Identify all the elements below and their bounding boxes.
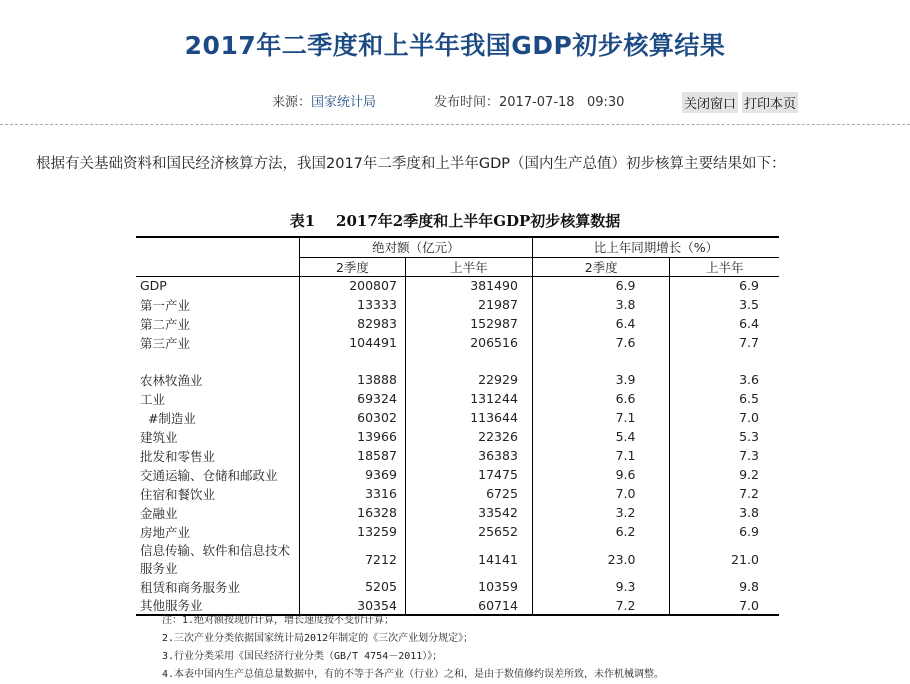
row-value: 10359 xyxy=(405,577,532,596)
source-label: 来源： xyxy=(272,95,312,110)
row-value: 6.9 xyxy=(532,276,670,295)
row-value: 21.0 xyxy=(670,541,779,577)
row-label: 其他服务业 xyxy=(136,596,299,615)
row-value: 7.1 xyxy=(532,446,670,465)
row-value: 13333 xyxy=(299,295,405,314)
note-1: 注：1.绝对额按现价计算，增长速度按不变价计算； xyxy=(162,615,395,626)
row-value: 3.5 xyxy=(670,295,779,314)
row-value: 104491 xyxy=(299,333,405,352)
row-value: 69324 xyxy=(299,389,405,408)
row-label: 农林牧渔业 xyxy=(140,372,203,388)
row-value: 3.8 xyxy=(670,503,779,522)
row-value: 9.6 xyxy=(532,465,670,484)
row-value: 6.9 xyxy=(670,522,779,541)
row-value: 22929 xyxy=(405,370,532,389)
row-value: 7.0 xyxy=(532,484,670,503)
row-label: 信息传输、软件和信息技术服务业 xyxy=(140,543,291,576)
row-value: 23.0 xyxy=(532,541,670,577)
row-value: 131244 xyxy=(405,389,532,408)
table-row xyxy=(136,408,779,427)
table-row xyxy=(136,446,779,465)
row-label: 金融业 xyxy=(140,505,178,521)
row-value: 30354 xyxy=(299,596,405,615)
row-value: 7.0 xyxy=(670,408,779,427)
row-value: 9.8 xyxy=(670,577,779,596)
row-value: 7.0 xyxy=(670,596,779,615)
row-value: 113644 xyxy=(405,408,532,427)
row-value: 60302 xyxy=(299,408,405,427)
row-value: 3.8 xyxy=(532,295,670,314)
row-value: 33542 xyxy=(405,503,532,522)
row-value: 200807 xyxy=(299,276,405,295)
table-row xyxy=(136,333,779,352)
table-row xyxy=(136,427,779,446)
row-label: 住宿和餐饮业 xyxy=(140,486,216,502)
row-value: 3.9 xyxy=(532,370,670,389)
note-3: 3.行业分类采用《国民经济行业分类（GB/T 4754－2011）》； xyxy=(162,651,443,662)
row-value: 7212 xyxy=(299,541,405,577)
row-value: 6.4 xyxy=(670,314,779,333)
header-group-growth: 比上年同期增长（%） xyxy=(532,237,779,257)
source-meta xyxy=(272,91,376,110)
row-value: 9.3 xyxy=(532,577,670,596)
table-row xyxy=(136,577,779,596)
row-value: 60714 xyxy=(405,596,532,615)
row-value: 7.2 xyxy=(670,484,779,503)
row-value: 152987 xyxy=(405,314,532,333)
note-4: 4.本表中国内生产总值总量数据中，有的不等于各产业（行业）之和，是由于数值修约误差所致，未作机械调整。 xyxy=(162,669,665,680)
row-value: 206516 xyxy=(405,333,532,352)
table-row xyxy=(136,295,779,314)
row-label: #制造业 xyxy=(140,410,196,426)
row-value: 7.6 xyxy=(532,333,670,352)
table-row xyxy=(136,276,779,295)
row-value: 7.3 xyxy=(670,446,779,465)
source-link[interactable]: 国家统计局 xyxy=(311,95,377,110)
row-value: 18587 xyxy=(299,446,405,465)
table-row xyxy=(136,314,779,333)
row-value: 3.2 xyxy=(532,503,670,522)
row-value: 6.5 xyxy=(670,389,779,408)
row-value: 5.3 xyxy=(670,427,779,446)
row-value: 7.2 xyxy=(532,596,670,615)
row-label: 第三产业 xyxy=(140,335,191,351)
date-meta xyxy=(434,91,624,110)
row-value: 13888 xyxy=(299,370,405,389)
row-label: 第二产业 xyxy=(140,316,191,332)
table-row xyxy=(136,370,779,389)
table-row xyxy=(136,484,779,503)
publish-date: 2017-07-18 09:30 xyxy=(499,95,625,110)
table-row xyxy=(136,541,779,577)
gdp-table xyxy=(136,236,779,616)
header-q2-abs: 2季度 xyxy=(299,257,405,276)
row-value: 5.4 xyxy=(532,427,670,446)
row-value: 25652 xyxy=(405,522,532,541)
table-row xyxy=(136,503,779,522)
table-row xyxy=(136,465,779,484)
header-q2-growth: 2季度 xyxy=(532,257,670,276)
header-group-absolute: 绝对额（亿元） xyxy=(299,237,532,257)
row-label: 第一产业 xyxy=(140,297,191,313)
spacer-row xyxy=(136,352,779,370)
table-notes xyxy=(162,612,664,684)
row-value: 7.7 xyxy=(670,333,779,352)
row-label: 工业 xyxy=(140,391,166,407)
table-caption: 表1 2017年2季度和上半年GDP初步核算数据 xyxy=(289,212,621,230)
row-label: 建筑业 xyxy=(140,429,178,445)
date-label: 发布时间： xyxy=(434,95,500,110)
row-value: 14141 xyxy=(405,541,532,577)
row-value: 7.1 xyxy=(532,408,670,427)
row-value: 82983 xyxy=(299,314,405,333)
row-value: 17475 xyxy=(405,465,532,484)
row-label: 房地产业 xyxy=(140,524,191,540)
row-label: 交通运输、仓储和邮政业 xyxy=(140,467,278,483)
row-value: 6.6 xyxy=(532,389,670,408)
header-h1-growth: 上半年 xyxy=(670,257,779,276)
row-value: 5205 xyxy=(299,577,405,596)
row-label: 租赁和商务服务业 xyxy=(140,579,241,595)
row-value: 22326 xyxy=(405,427,532,446)
print-page-button[interactable]: 打印本页 xyxy=(742,92,798,113)
row-value: 21987 xyxy=(405,295,532,314)
row-value: 6.9 xyxy=(670,276,779,295)
divider xyxy=(0,124,910,125)
note-2: 2.三次产业分类依据国家统计局2012年制定的《三次产业划分规定》； xyxy=(162,633,474,644)
row-label: GDP xyxy=(140,278,167,294)
page-title: 2017年二季度和上半年我国GDP初步核算结果 xyxy=(184,31,726,60)
row-value: 6725 xyxy=(405,484,532,503)
row-value: 9369 xyxy=(299,465,405,484)
table-row xyxy=(136,522,779,541)
row-value: 381490 xyxy=(405,276,532,295)
row-value: 3316 xyxy=(299,484,405,503)
row-value: 13259 xyxy=(299,522,405,541)
row-value: 36383 xyxy=(405,446,532,465)
header-h1-abs: 上半年 xyxy=(405,257,532,276)
row-value: 9.2 xyxy=(670,465,779,484)
row-value: 13966 xyxy=(299,427,405,446)
intro-text: 根据有关基础资料和国民经济核算方法，我国2017年二季度和上半年GDP（国内生产总值）初步核算主要结果如下： xyxy=(36,156,786,172)
row-label: 批发和零售业 xyxy=(140,448,216,464)
close-window-button[interactable]: 关闭窗口 xyxy=(682,92,738,113)
table-row xyxy=(136,389,779,408)
row-value: 3.6 xyxy=(670,370,779,389)
row-value: 6.2 xyxy=(532,522,670,541)
header-blank xyxy=(136,237,299,276)
row-value: 16328 xyxy=(299,503,405,522)
row-value: 6.4 xyxy=(532,314,670,333)
